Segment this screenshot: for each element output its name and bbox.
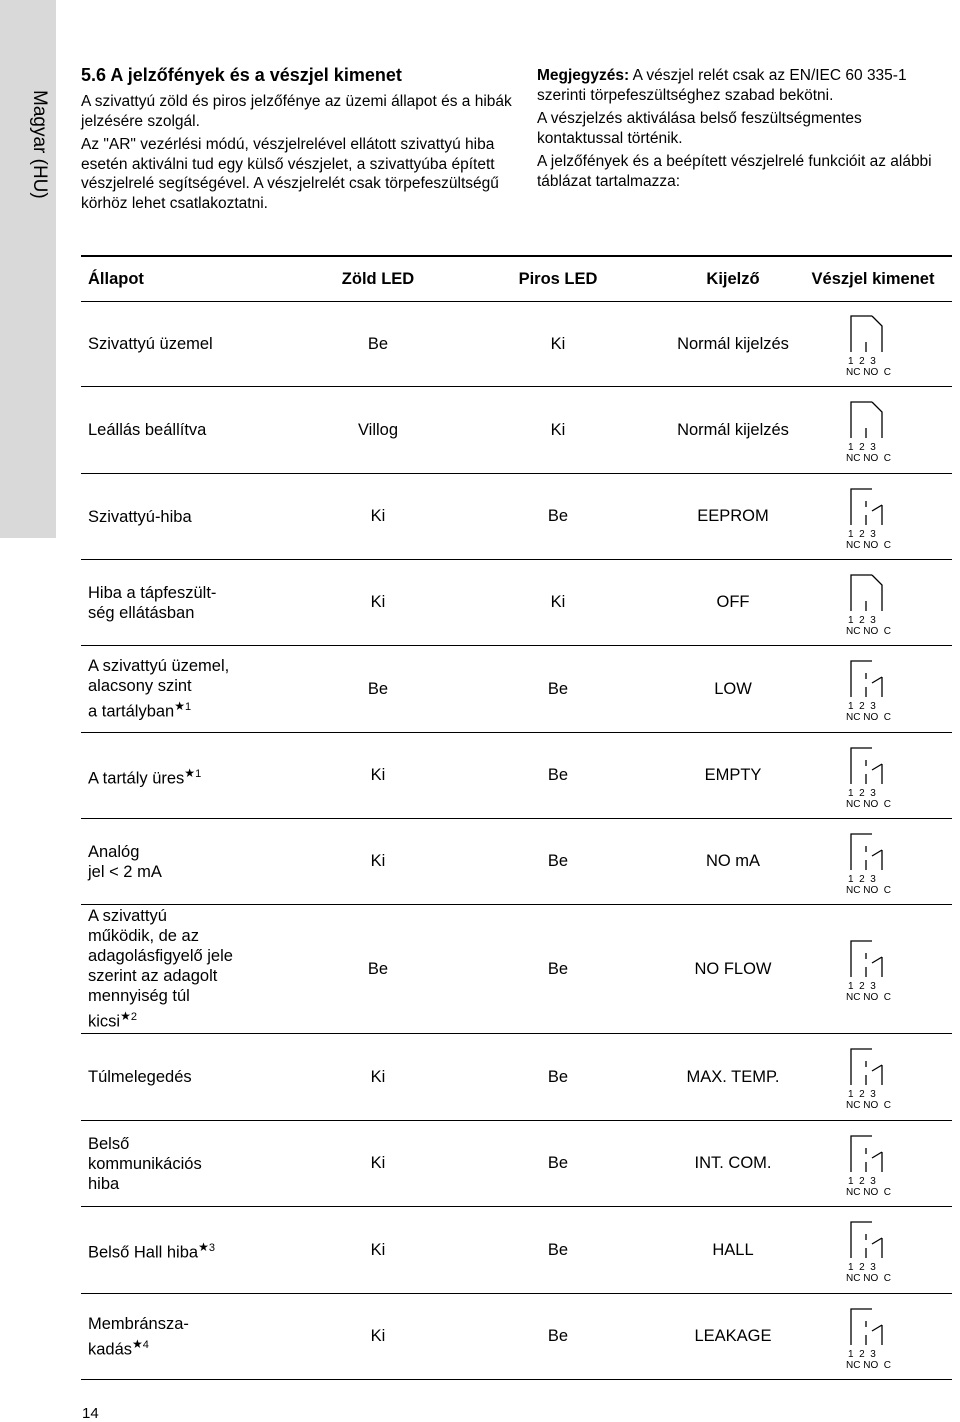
relay-symbol-active — [846, 937, 896, 1003]
cell-red-led: Be — [547, 1240, 569, 1259]
cell-alarm-output — [798, 1121, 948, 1206]
cell-alarm-output — [798, 733, 948, 818]
cell-red-led: Be — [547, 679, 569, 698]
table-row — [81, 387, 952, 474]
relay-symbol-active — [846, 657, 896, 723]
note — [537, 66, 952, 105]
table-row — [81, 1121, 952, 1207]
relay-symbol-rest — [846, 312, 896, 378]
side-tab — [0, 0, 56, 538]
relay-terminals: NC NO C — [846, 1359, 891, 1371]
table-body — [81, 302, 952, 1380]
cell-status: Belső Hall hiba$^{★3}$ — [88, 1240, 215, 1262]
cell-alarm-output — [798, 387, 948, 473]
cell-green-led: Be — [367, 679, 389, 698]
table-header — [81, 255, 952, 302]
section-title: 5.6 A jelzőfények és a vészjel kimenet — [81, 65, 402, 85]
cell-display: LEAKAGE — [694, 1327, 772, 1345]
table-row — [81, 646, 952, 733]
cell-green-led: Ki — [370, 852, 386, 870]
relay-terminals: NC NO C — [846, 539, 891, 551]
table-row — [81, 1207, 952, 1294]
footnote-mark: ★1 — [174, 699, 192, 714]
relay-numbers: 1 2 3 — [848, 1262, 876, 1273]
relay-numbers: 1 2 3 — [848, 614, 876, 626]
cell-display: EEPROM — [697, 507, 769, 525]
relay-terminals: NC NO C — [846, 798, 891, 810]
header-alarm-output: Vészjel kimenet — [811, 269, 935, 288]
relay-numbers: 1 2 3 — [848, 873, 876, 885]
table-row — [81, 733, 952, 819]
cell-status: Szivattyú-hiba — [88, 507, 192, 526]
cell-red-led: Be — [547, 1067, 569, 1086]
page-number: 14 — [82, 1405, 99, 1422]
cell-status: A szivattyú üzemel, alacsony szint a tartályban$^{★1}$ — [88, 657, 230, 721]
cell-alarm-output — [798, 560, 948, 645]
cell-green-led: Ki — [370, 1154, 386, 1172]
note-text: A vészjel relét csak az EN/IEC 60 335-1 szerinti törpefeszültséghez szabad bekötni. — [537, 67, 907, 104]
header-green-led: Zöld LED — [341, 269, 415, 288]
cell-red-led: Ki — [550, 420, 566, 439]
cell-display: HALL — [712, 1240, 754, 1259]
cell-alarm-output — [798, 646, 948, 732]
paragraph-4: A jelzőfények és a beépített vészjelrelé funkcióit az alábbi táblázat tartalmazza: — [537, 153, 932, 190]
relay-numbers: 1 2 3 — [848, 701, 876, 712]
relay-terminals: NC NO C — [846, 884, 891, 896]
relay-symbol-active — [846, 1218, 896, 1284]
cell-status: Szivattyú üzemel — [88, 335, 213, 353]
footnote-mark: ★2 — [120, 1009, 137, 1024]
cell-display: OFF — [716, 593, 750, 611]
cell-status: Analóg jel < 2 mA — [88, 842, 162, 881]
cell-green-led: Ki — [370, 593, 386, 611]
cell-status: Hiba a tápfeszült- ség ellátásban — [88, 583, 217, 622]
relay-symbol-active — [846, 485, 896, 551]
cell-red-led: Be — [547, 1154, 569, 1172]
cell-display: INT. COM. — [694, 1154, 772, 1172]
relay-numbers: 1 2 3 — [848, 442, 876, 453]
cell-status: Membránsza- kadás$^{★4}$ — [88, 1314, 189, 1359]
cell-red-led: Ki — [550, 334, 566, 353]
cell-display: Normál kijelzés — [677, 420, 789, 439]
relay-terminals: NC NO C — [846, 1186, 891, 1198]
cell-display: NO FLOW — [694, 959, 772, 978]
cell-green-led: Be — [367, 334, 389, 353]
cell-display: Normál kijelzés — [677, 334, 789, 353]
cell-display: NO mA — [705, 852, 761, 870]
footnote-mark: ★1 — [184, 765, 202, 780]
relay-symbol-active — [846, 744, 896, 810]
cell-status: Túlmelegedés — [88, 1068, 192, 1086]
relay-symbol-active — [846, 1132, 896, 1198]
cell-alarm-output — [798, 302, 948, 386]
cell-red-led: Be — [547, 507, 569, 525]
cell-alarm-output — [798, 1034, 948, 1120]
relay-numbers: 1 2 3 — [848, 1089, 876, 1100]
cell-display: LOW — [714, 679, 752, 698]
cell-status: A tartály üres$^{★1}$ — [88, 765, 202, 788]
cell-status: A szivattyú működik, de az adagolásfigyelő jele szerint az adagolt mennyiség túl kicsi$^{★2}$ — [88, 907, 233, 1031]
relay-terminals: NC NO C — [846, 1273, 891, 1284]
cell-status: Leállás beállítva — [88, 421, 207, 439]
right-column — [537, 64, 952, 195]
relay-numbers: 1 2 3 — [848, 787, 876, 799]
relay-terminals: NC NO C — [846, 453, 891, 464]
paragraph-2: Az "AR" vezérlési módú, vészjelrelével ellátott szivattyú hiba esetén aktiválni tud egy külső vészjelet, a szivattyúba épített vészjelrelé segítségével. A vészjelrelét csak törpefeszültségű körhöz lehet csatlakoztatni. — [81, 136, 499, 212]
signal-table — [81, 255, 952, 1380]
relay-numbers: 1 2 3 — [848, 1175, 876, 1187]
left-column — [81, 64, 521, 217]
cell-display: EMPTY — [704, 766, 762, 784]
cell-alarm-output — [798, 819, 948, 904]
relay-terminals: NC NO C — [846, 712, 891, 723]
cell-red-led: Be — [547, 959, 569, 978]
header-display: Kijelző — [706, 269, 760, 288]
relay-terminals: NC NO C — [846, 625, 891, 637]
cell-alarm-output — [798, 905, 948, 1033]
cell-red-led: Be — [547, 766, 569, 784]
cell-alarm-output — [798, 474, 948, 559]
relay-symbol-rest — [846, 398, 896, 464]
cell-green-led: Ki — [370, 507, 386, 525]
cell-red-led: Ki — [550, 593, 566, 611]
cell-alarm-output — [798, 1207, 948, 1293]
cell-green-led: Ki — [370, 1327, 386, 1345]
cell-green-led: Ki — [370, 1240, 386, 1259]
paragraph-1: A szivattyú zöld és piros jelzőfénye az üzemi állapot és a hibák jelzésére szolgál. — [81, 93, 512, 130]
note-label: Megjegyzés: — [537, 67, 630, 84]
header-status: Állapot — [88, 270, 144, 288]
language-label: Magyar (HU) — [29, 90, 50, 199]
cell-green-led: Be — [367, 959, 389, 978]
cell-green-led: Ki — [370, 1067, 386, 1086]
cell-green-led: Villog — [357, 420, 399, 439]
table-row — [81, 1294, 952, 1380]
cell-green-led: Ki — [370, 766, 386, 784]
relay-terminals: NC NO C — [846, 992, 891, 1003]
cell-display: MAX. TEMP. — [686, 1067, 780, 1086]
cell-alarm-output — [798, 1294, 948, 1379]
relay-terminals: NC NO C — [846, 1100, 891, 1111]
table-row — [81, 905, 952, 1034]
paragraph-3: A vészjelzés aktiválása belső feszültségmentes kontaktussal történik. — [537, 110, 862, 147]
relay-symbol-rest — [846, 571, 896, 637]
footnote-mark: ★3 — [198, 1240, 215, 1255]
footnote-mark: ★4 — [132, 1336, 149, 1351]
cell-red-led: Be — [547, 1327, 569, 1345]
table-row — [81, 474, 952, 560]
relay-symbol-active — [846, 1045, 896, 1111]
cell-status: Belső kommunikációs hiba — [88, 1134, 202, 1193]
header-red-led: Piros LED — [518, 269, 598, 288]
relay-numbers: 1 2 3 — [848, 1348, 876, 1360]
relay-numbers: 1 2 3 — [848, 981, 876, 992]
relay-symbol-active — [846, 1305, 896, 1371]
relay-terminals: NC NO C — [846, 367, 891, 378]
table-row — [81, 302, 952, 387]
table-row — [81, 819, 952, 905]
table-row — [81, 1034, 952, 1121]
relay-numbers: 1 2 3 — [848, 356, 876, 367]
relay-numbers: 1 2 3 — [848, 528, 876, 540]
table-row — [81, 560, 952, 646]
relay-symbol-active — [846, 830, 896, 896]
cell-red-led: Be — [547, 852, 569, 870]
